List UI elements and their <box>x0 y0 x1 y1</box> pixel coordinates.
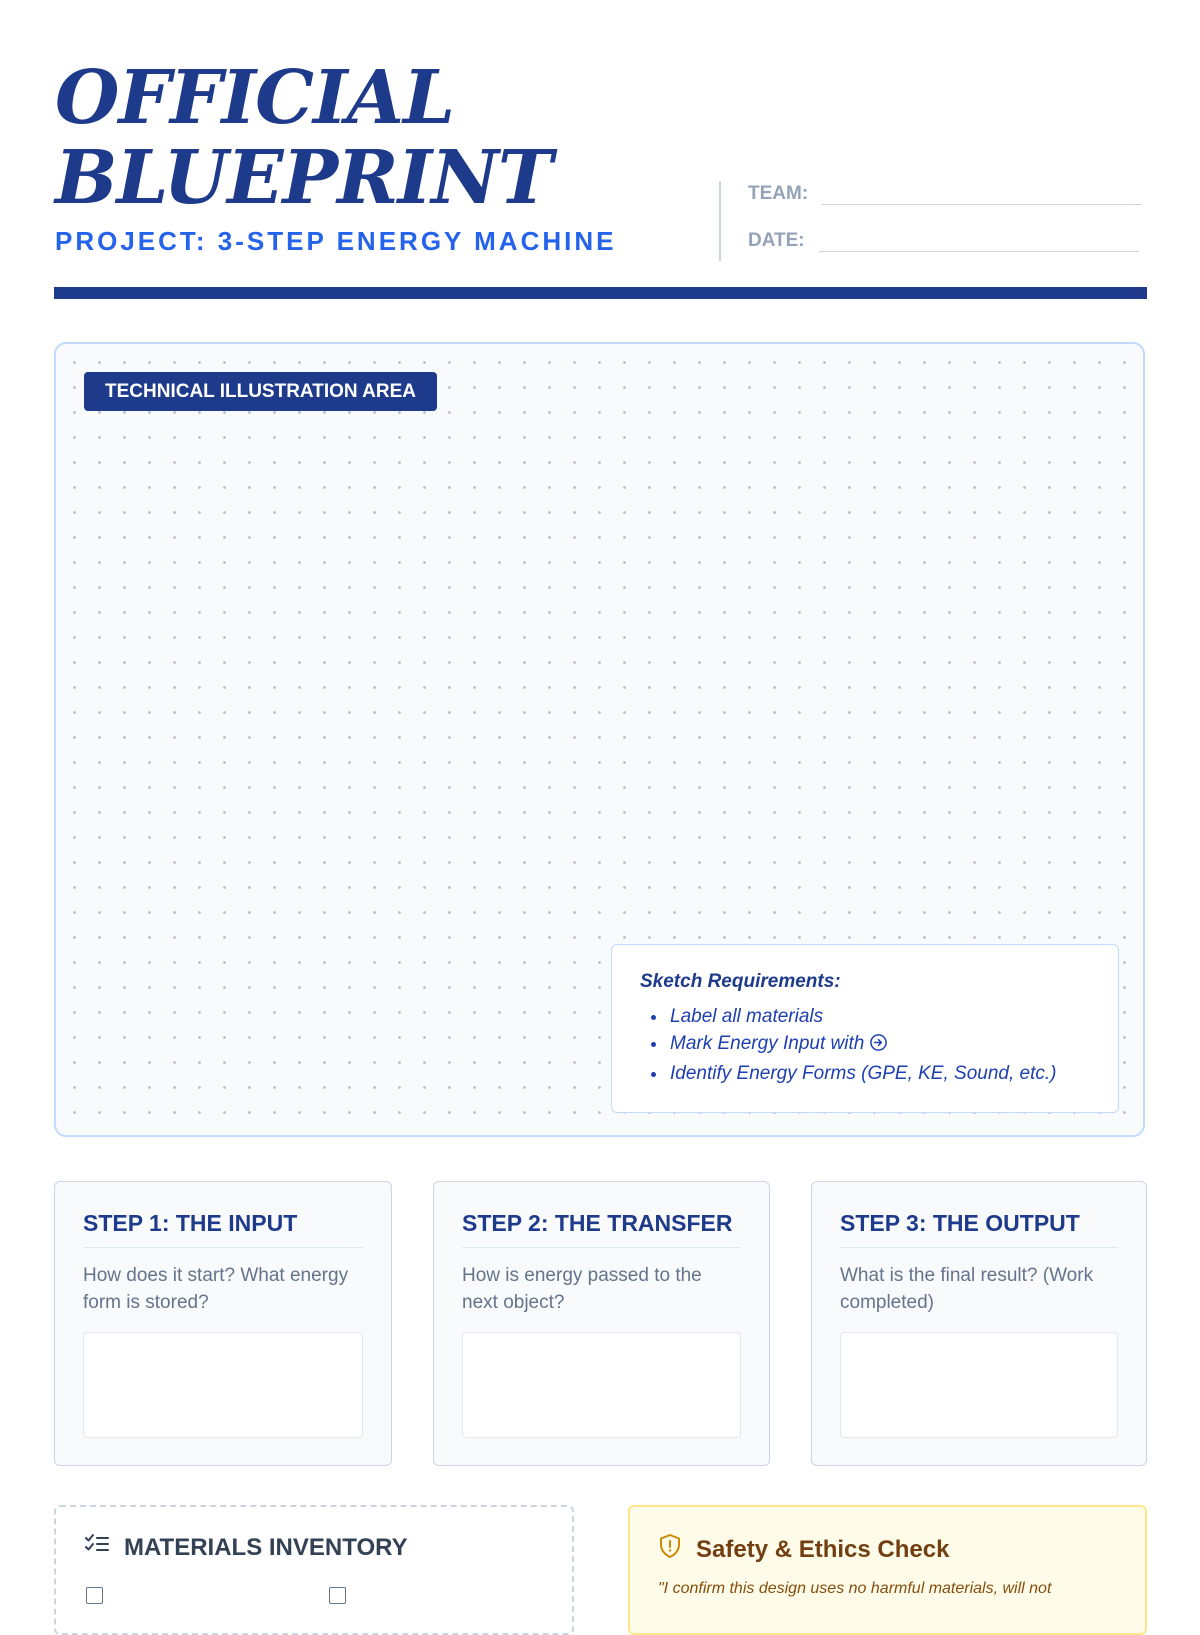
header-rule <box>54 287 1147 299</box>
requirement-item: • Label all materials <box>668 1003 1090 1030</box>
requirements-title: Sketch Requirements: <box>640 971 841 992</box>
step-description: How does it start? What energy form is stored? <box>83 1265 349 1313</box>
team-field[interactable] <box>822 180 1142 205</box>
meta-divider <box>719 181 721 261</box>
materials-inventory <box>54 1505 574 1635</box>
checklist-icon <box>84 1533 124 1562</box>
project-subtitle: PROJECT: 3-STEP ENERGY MACHINE <box>55 226 617 256</box>
step-card-input <box>54 1181 392 1466</box>
title-line-1: OFFICIAL <box>55 55 455 141</box>
shield-alert-icon <box>658 1533 696 1566</box>
step-answer-box[interactable] <box>462 1332 741 1438</box>
step-title: STEP 2: THE TRANSFER <box>462 1210 741 1248</box>
step-answer-box[interactable] <box>840 1332 1118 1438</box>
safety-statement: "I confirm this design uses no harmful materials, will not <box>658 1580 1052 1597</box>
step-description: How is energy passed to the next object? <box>462 1265 702 1313</box>
date-field[interactable] <box>819 227 1139 252</box>
step-card-output <box>811 1181 1147 1466</box>
safety-ethics-check <box>628 1505 1147 1635</box>
title-line-2: BLUEPRINT <box>55 135 552 221</box>
step-title: STEP 1: THE INPUT <box>83 1210 363 1248</box>
page-title <box>55 55 552 221</box>
date-label: DATE: <box>748 230 805 251</box>
team-label: TEAM: <box>748 183 809 204</box>
technical-illustration-area[interactable] <box>54 342 1145 1137</box>
illustration-badge: TECHNICAL ILLUSTRATION AREA <box>84 372 437 411</box>
arrow-right-circle-icon <box>869 1033 888 1060</box>
safety-title: Safety & Ethics Check <box>658 1533 1117 1566</box>
material-checkbox[interactable] <box>329 1587 346 1604</box>
step-card-transfer <box>433 1181 770 1466</box>
date-row <box>748 227 1139 252</box>
requirement-item: • Identify Energy Forms (GPE, KE, Sound, etc.) <box>668 1060 1090 1087</box>
material-checkbox[interactable] <box>86 1587 103 1604</box>
step-title: STEP 3: THE OUTPUT <box>840 1210 1118 1248</box>
requirements-list <box>640 1003 1090 1087</box>
materials-title: MATERIALS INVENTORY <box>84 1533 544 1562</box>
team-row <box>748 180 1142 205</box>
step-description: What is the final result? (Work completed) <box>840 1265 1094 1313</box>
sketch-requirements <box>611 944 1119 1113</box>
requirement-item: • Mark Energy Input with <box>668 1030 1090 1060</box>
step-answer-box[interactable] <box>83 1332 363 1438</box>
